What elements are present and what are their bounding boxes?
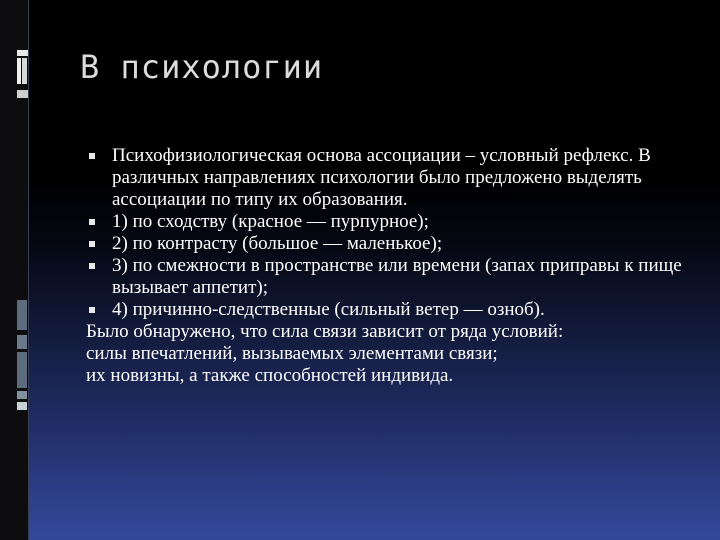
bullet-item [86, 145, 706, 211]
decor-bar [17, 352, 27, 388]
decor-bar [17, 335, 27, 349]
bullet-item [86, 299, 706, 321]
decor-bar [17, 300, 27, 330]
bullet-text: Психофизиологическая основа ассоциации – условный рефлекс. В различных направлениях психологии было предложено выделять ассоциации по типу их образования. [112, 145, 651, 210]
bullet-text: 3) по смежности в пространстве или времени (запах приправы к пище вызывает аппетит); [112, 255, 682, 298]
paragraph-line: Было обнаружено, что сила связи зависит от ряда условий: [86, 321, 564, 342]
decor-bar [17, 90, 28, 98]
slide-content [86, 145, 706, 387]
paragraph-line: силы впечатлений, вызываемых элементами связи; [86, 343, 498, 364]
decor-bar [17, 402, 27, 410]
decor-bar [17, 50, 28, 56]
square-bullet-icon [89, 153, 95, 159]
bullet-text: 4) причинно-следственные (сильный ветер — озноб). [112, 299, 545, 320]
bullet-item [86, 233, 706, 255]
bullet-text: 1) по сходству (красное — пурпурное); [112, 211, 429, 232]
bullet-item [86, 211, 706, 233]
paragraph-line: их новизны, а также способностей индивида. [86, 365, 454, 386]
bullet-item [86, 255, 706, 299]
decor-bar [17, 58, 21, 84]
bullet-text: 2) по контрасту (большое — маленькое); [112, 233, 443, 254]
slide-title: В психологии [80, 48, 324, 86]
square-bullet-icon [89, 263, 95, 269]
left-decor-edge [28, 0, 29, 540]
square-bullet-icon [89, 219, 95, 225]
decor-bar [22, 58, 27, 84]
decor-bar [17, 391, 27, 399]
square-bullet-icon [89, 307, 95, 313]
square-bullet-icon [89, 241, 95, 247]
